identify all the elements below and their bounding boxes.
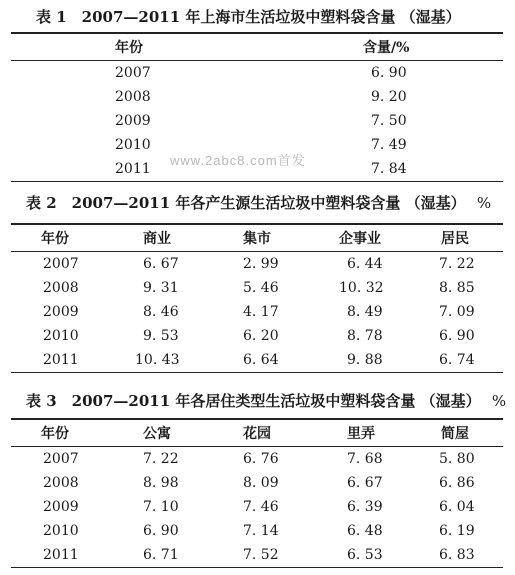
table3-cell: 8. 09	[243, 475, 279, 491]
table3-header-lane: 里弄	[347, 426, 375, 442]
table2-cell: 6. 74	[439, 352, 475, 368]
table2-cell: 2. 99	[243, 256, 279, 272]
table1-year: 2007	[115, 65, 151, 81]
table3-year: 2007	[43, 451, 79, 467]
table3-cell: 5. 80	[439, 451, 475, 467]
table3-cell: 6. 71	[143, 547, 179, 563]
table2-year: 2011	[43, 352, 79, 368]
table-row	[11, 85, 503, 109]
table2-cell: 9. 53	[143, 328, 179, 344]
table-row	[11, 495, 503, 519]
table3-body	[11, 447, 503, 568]
table-row	[11, 543, 503, 567]
table2-cell: 8. 49	[347, 304, 383, 320]
table2-cell: 7. 22	[439, 256, 475, 272]
table2-caption-text: 表 2 2007—2011 年各产生源生活垃圾中塑料袋含量 （湿基）	[26, 194, 466, 212]
table3-cell: 6. 90	[143, 523, 179, 539]
table2-cell: 6. 67	[143, 256, 179, 272]
table1-value: 6. 90	[371, 65, 407, 81]
table1-caption	[36, 6, 515, 27]
table3-caption-text: 表 3 2007—2011 年各居住类型生活垃圾中塑料袋含量 （湿基）	[26, 392, 481, 410]
table2-cell: 6. 90	[439, 328, 475, 344]
table2-body	[11, 252, 503, 373]
table3-cell: 6. 19	[439, 523, 475, 539]
table-row	[11, 348, 503, 372]
table-row	[11, 519, 503, 543]
table-row	[11, 252, 503, 276]
table-row	[11, 109, 503, 133]
table2-unit: %	[476, 194, 492, 212]
table3-unit: %	[491, 392, 507, 410]
table3-header-simple-house: 简屋	[441, 426, 469, 442]
table3-cell: 6. 48	[347, 523, 383, 539]
table3-cell: 7. 52	[243, 547, 279, 563]
table3-header-apartment: 公寓	[143, 426, 171, 442]
table2-cell: 8. 78	[347, 328, 383, 344]
table2-header-commerce: 商业	[143, 231, 171, 247]
table3-cell: 6. 39	[347, 499, 383, 515]
table-row	[11, 324, 503, 348]
table2-caption	[26, 192, 515, 213]
table-row	[11, 471, 503, 495]
table2-cell: 7. 09	[439, 304, 475, 320]
table3-cell: 7. 22	[143, 451, 179, 467]
table2-header-year: 年份	[41, 231, 69, 247]
table3-cell: 6. 67	[347, 475, 383, 491]
table3-cell: 7. 68	[347, 451, 383, 467]
table3-cell: 6. 76	[243, 451, 279, 467]
table1-caption-text: 表 1 2007—2011 年上海市生活垃圾中塑料袋含量 （湿基）	[36, 8, 461, 26]
table3-caption	[26, 390, 515, 411]
table3-cell: 6. 83	[439, 547, 475, 563]
table1-header-year: 年份	[115, 40, 143, 56]
table1-year: 2010	[115, 137, 151, 153]
table2-cell: 8. 85	[439, 280, 475, 296]
watermark-text: www.2abc8.com首发	[170, 153, 306, 168]
table3-cell: 6. 86	[439, 475, 475, 491]
table1-value: 7. 50	[371, 113, 407, 129]
table2	[11, 223, 503, 373]
table3-year: 2011	[43, 547, 79, 563]
table3-cell: 6. 53	[347, 547, 383, 563]
table2-header-row	[11, 223, 503, 252]
table-row	[11, 447, 503, 471]
table2-cell: 10. 32	[339, 280, 384, 296]
table2-year: 2008	[43, 280, 79, 296]
table3-header-garden: 花园	[243, 426, 271, 442]
table2-year: 2007	[43, 256, 79, 272]
table2-cell: 5. 46	[243, 280, 279, 296]
table1-value: 9. 20	[371, 89, 407, 105]
table1-year: 2011	[115, 161, 151, 177]
table1-year: 2009	[115, 113, 151, 129]
table3-cell: 7. 46	[243, 499, 279, 515]
table1-year: 2008	[115, 89, 151, 105]
table2-cell: 6. 20	[243, 328, 279, 344]
table-row	[11, 61, 503, 85]
table2-header-enterprise: 企事业	[339, 231, 381, 247]
table-row	[11, 276, 503, 300]
table1-header-content: 含量/%	[363, 40, 410, 56]
table2-cell: 6. 44	[347, 256, 383, 272]
table2-year: 2010	[43, 328, 79, 344]
table3-header-year: 年份	[41, 426, 69, 442]
table2-cell: 9. 88	[347, 352, 383, 368]
table3-header-row	[11, 418, 503, 447]
table3	[11, 418, 503, 568]
table3-cell: 7. 14	[243, 523, 279, 539]
table2-cell: 8. 46	[143, 304, 179, 320]
table1-value: 7. 84	[371, 161, 407, 177]
table-row	[11, 300, 503, 324]
table2-header-resident: 居民	[441, 231, 469, 247]
table3-cell: 8. 98	[143, 475, 179, 491]
table2-year: 2009	[43, 304, 79, 320]
table3-year: 2010	[43, 523, 79, 539]
table2-cell: 9. 31	[143, 280, 179, 296]
table3-cell: 7. 10	[143, 499, 179, 515]
table3-cell: 6. 04	[439, 499, 475, 515]
table3-year: 2009	[43, 499, 79, 515]
table2-header-market: 集市	[243, 231, 271, 247]
table2-cell: 4. 17	[243, 304, 279, 320]
table2-cell: 10. 43	[135, 352, 180, 368]
table1-header-row	[11, 32, 503, 61]
table1-value: 7. 49	[371, 137, 407, 153]
table3-year: 2008	[43, 475, 79, 491]
table2-cell: 6. 64	[243, 352, 279, 368]
